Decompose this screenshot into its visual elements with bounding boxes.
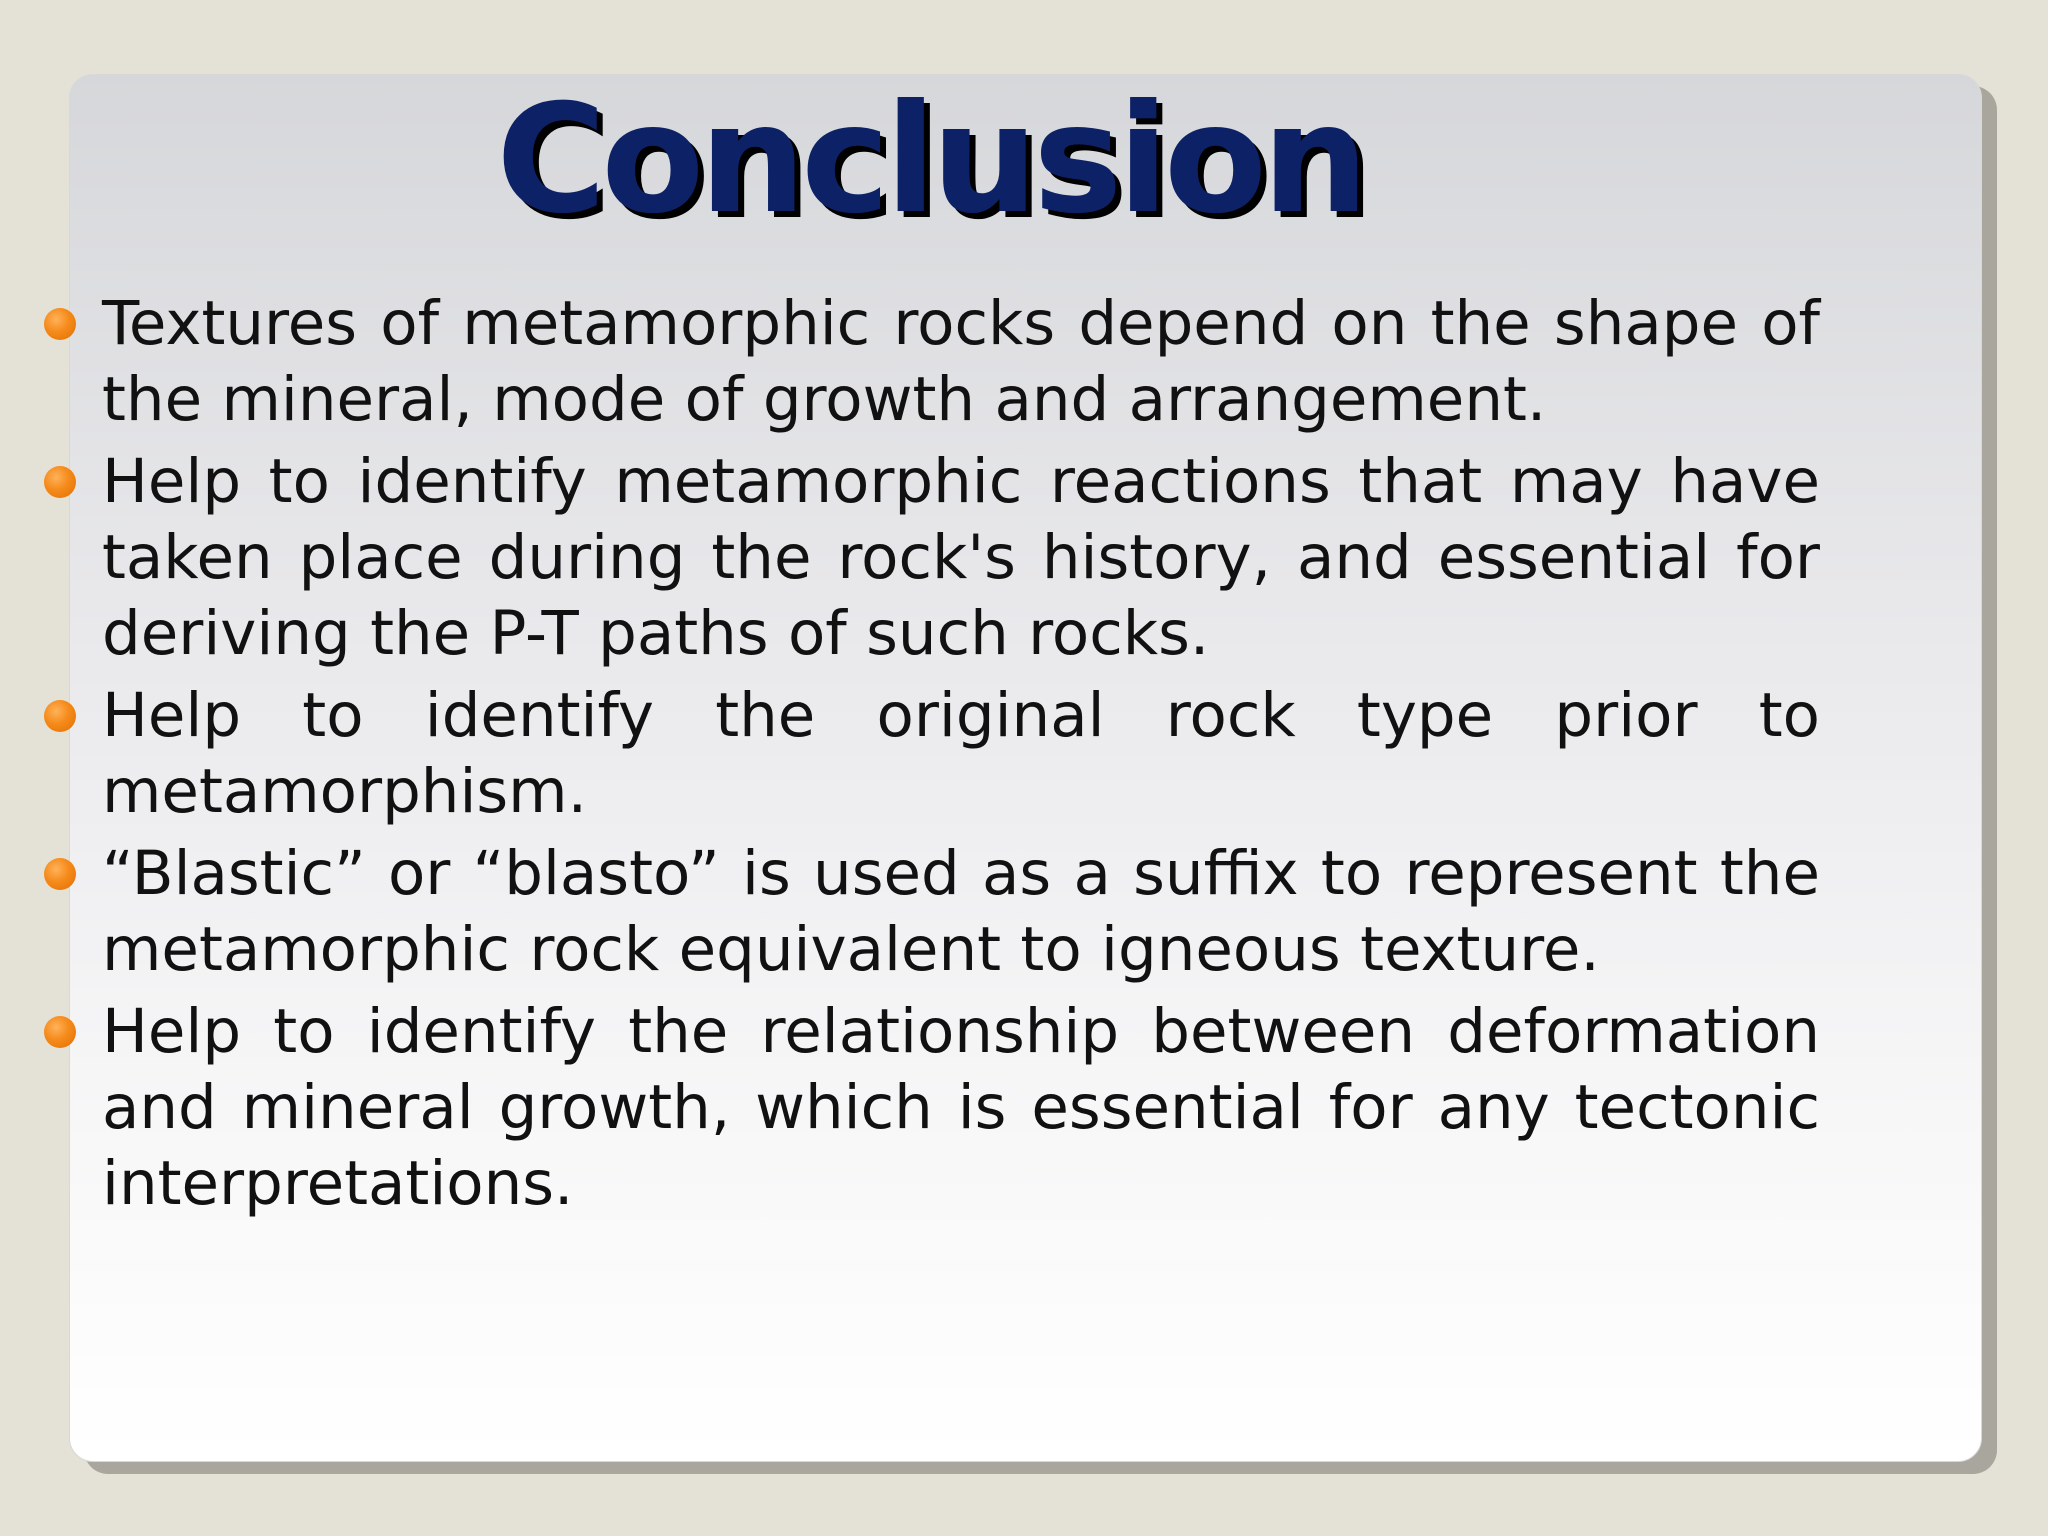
orange-dot-icon (44, 466, 76, 498)
bullet-list (0, 286, 2048, 1228)
orange-dot-icon (44, 858, 76, 890)
bullet-text: Textures of metamorphic rocks depend on the shape of the mineral, mode of growth and arrangement. (102, 288, 1820, 435)
bullet-text: “Blastic” or “blasto” is used as a suffix to represent the metamorphic rock equivalent to igneous texture. (102, 838, 1820, 985)
list-item (0, 836, 2048, 988)
bullet-text: Help to identify the relationship between deformation and mineral growth, which is essential for any tectonic interpretations. (102, 996, 1820, 1219)
orange-dot-icon (44, 308, 76, 340)
list-item (0, 994, 2048, 1222)
orange-dot-icon (44, 700, 76, 732)
slide-title: Conclusion (496, 73, 1364, 247)
orange-dot-icon (44, 1016, 76, 1048)
bullet-text: Help to identify the original rock type prior to metamorphism. (102, 680, 1820, 827)
list-item (0, 286, 2048, 438)
list-item (0, 678, 2048, 830)
list-item (0, 444, 2048, 672)
bullet-text: Help to identify metamorphic reactions that may have taken place during the rock's history, and essential for deriving the P-T paths of such rocks. (102, 446, 1820, 669)
